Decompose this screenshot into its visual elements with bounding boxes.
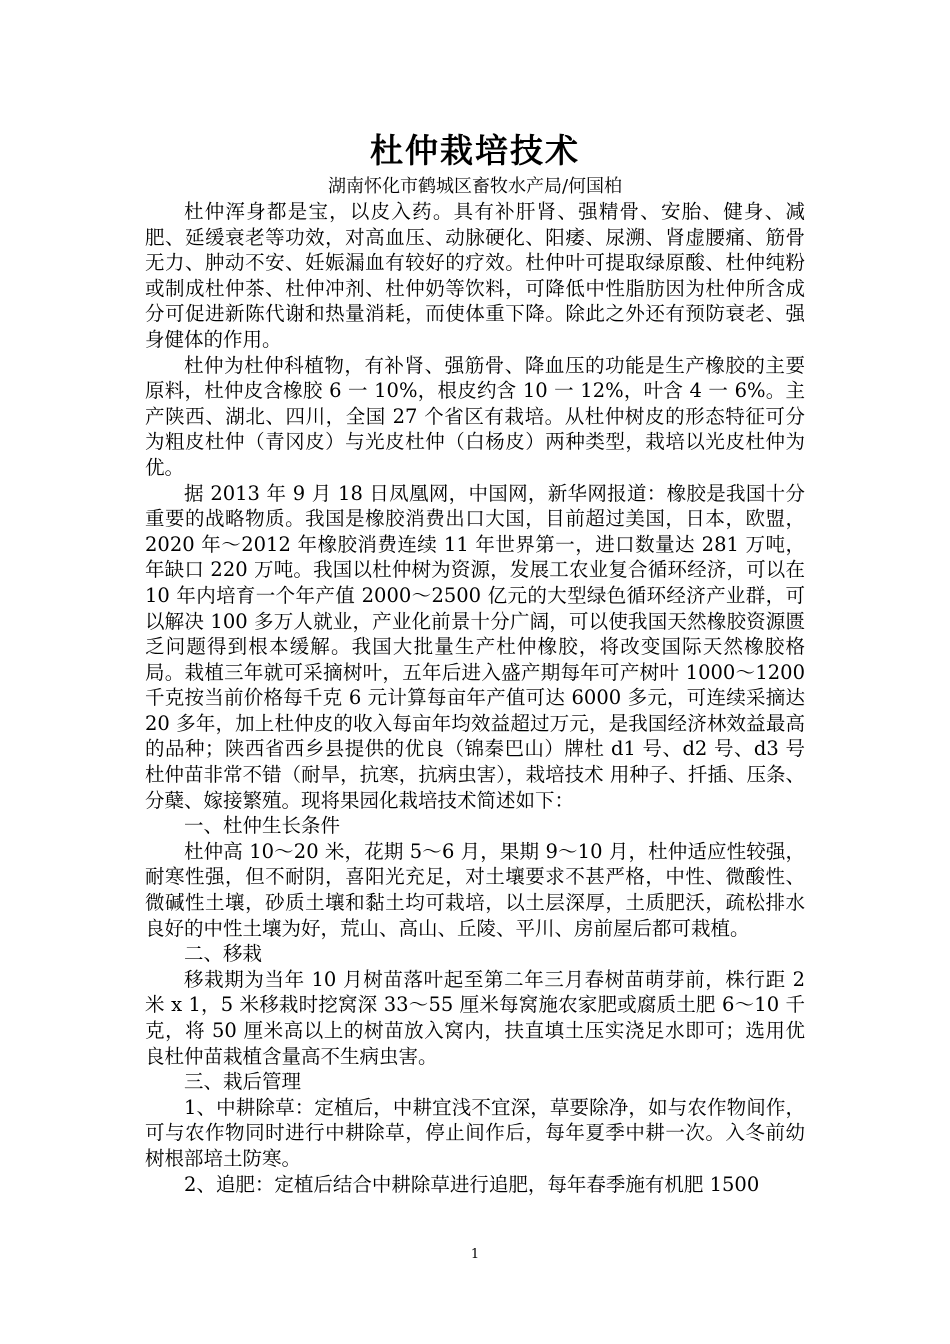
paragraph-overview: 杜仲为杜仲科植物，有补肾、强筋骨、降血压的功能是生产橡胶的主要原料，杜仲皮含橡胶 6 一 10%，根皮约含 10 一 12%，叶含 4 一 6%。主产陕西、湖北、四川，全国 27 个省区有栽培。从杜仲树皮的形态特征可分为粗皮杜仲（青冈皮）与光皮杜仲（白杨皮）两种类型，栽培以光皮杜仲为优。 <box>145 353 805 479</box>
document-author: 湖南怀化市鹤城区畜牧水产局/何国柏 <box>327 176 623 197</box>
paragraph-intro: 杜仲浑身都是宝，以皮入药。具有补肝肾、强精骨、安胎、健身、减肥、延缓衰老等功效，对高血压、动脉硬化、阳痿、尿溯、肾虚腰痛、筋骨无力、肿动不安、妊娠漏血有较好的疗效。杜仲叶可提取绿原酸、杜仲纯粉或制成杜仲茶、杜仲冲剂、杜仲奶等饮料，可降低中性脂肪因为杜仲所含成分可促进新陈代谢和热量消耗，而使体重下降。除此之外还有预防衰老、强身健体的作用。 <box>145 200 805 351</box>
paragraph-growth-conditions: 杜仲高 10～20 米，花期 5～6 月，果期 9～10 月，杜仲适应性较强，耐寒性强，但不耐阴，喜阳光充足，对土壤要求不甚严格，中性、微酸性、微碱性土壤，砂质土壤和黏土均可栽培，以土层深厚，土质肥沃，疏松排水良好的中性土壤为好，荒山、高山、丘陵、平川、房前屋后都可栽植。 <box>145 839 805 940</box>
document-title: 杜仲栽培技术 <box>370 131 580 170</box>
section-heading-aftercare: 三、栽后管理 <box>184 1070 302 1094</box>
section-heading-growth-conditions: 一、杜仲生长条件 <box>184 814 341 838</box>
paragraph-fertilizing: 2、追肥：定植后结合中耕除草进行追肥，每年春季施有机肥 1500 <box>184 1172 760 1196</box>
paragraph-economics: 据 2013 年 9 月 18 日凤凰网，中国网，新华网报道：橡胶是我国十分重要的战略物质。我国是橡胶消费出口大国，目前超过美国，日本，欧盟，2020 年～2012 年橡胶消费连续 11 年世界第一，进口数量达 281 万吨，年缺口 220 万吨。我国以杜仲树为资源，发展工农业复合循环经济，可以在 10 年内培育一个年产值 2000～2500 亿元的大型绿色循环经济产业群，可以解决 100 多万人就业，产业化前景十分广阔，可以使我国天然橡胶资源匮乏问题得到根本缓解。我国大批量生产杜仲橡胶，将改变国际天然橡胶格局。栽植三年就可采摘树叶，五年后进入盛产期每年可产树叶 1000～1200 千克按当前价格每千克 6 元计算每亩年产值可达 6000 多元，可连续采摘达 20 多年，加上杜仲皮的收入每亩年均效益超过万元，是我国经济林效益最高的品种；陕西省西乡县提供的优良（锦秦巴山）牌杜 d1 号、d2 号、d3 号杜仲苗非常不错（耐旱，抗寒，抗病虫害），栽培技术 用种子、扦插、压条、分蘖、嫁接繁殖。现将果园化栽培技术简述如下： <box>145 481 805 812</box>
paragraph-transplanting: 移栽期为当年 10 月树苗落叶起至第二年三月春树苗萌芽前，株行距 2 米 x 1，5 米移栽时挖窝深 33～55 厘米每窝施农家肥或腐质土肥 6～10 千克，将 50 厘米高以上的树苗放入窝内，扶直填土压实浇足水即可；选用优良杜仲苗栽植含量高不生病虫害。 <box>145 967 805 1068</box>
page-number: 1 <box>470 1247 480 1262</box>
section-heading-transplanting: 二、移栽 <box>184 942 263 966</box>
paragraph-weeding: 1、中耕除草：定植后，中耕宜浅不宜深，草要除净，如与农作物间作，可与农作物同时进行中耕除草，停止间作后，每年夏季中耕一次。入冬前幼树根部培土防寒。 <box>145 1095 805 1170</box>
document-body <box>145 199 805 1197</box>
